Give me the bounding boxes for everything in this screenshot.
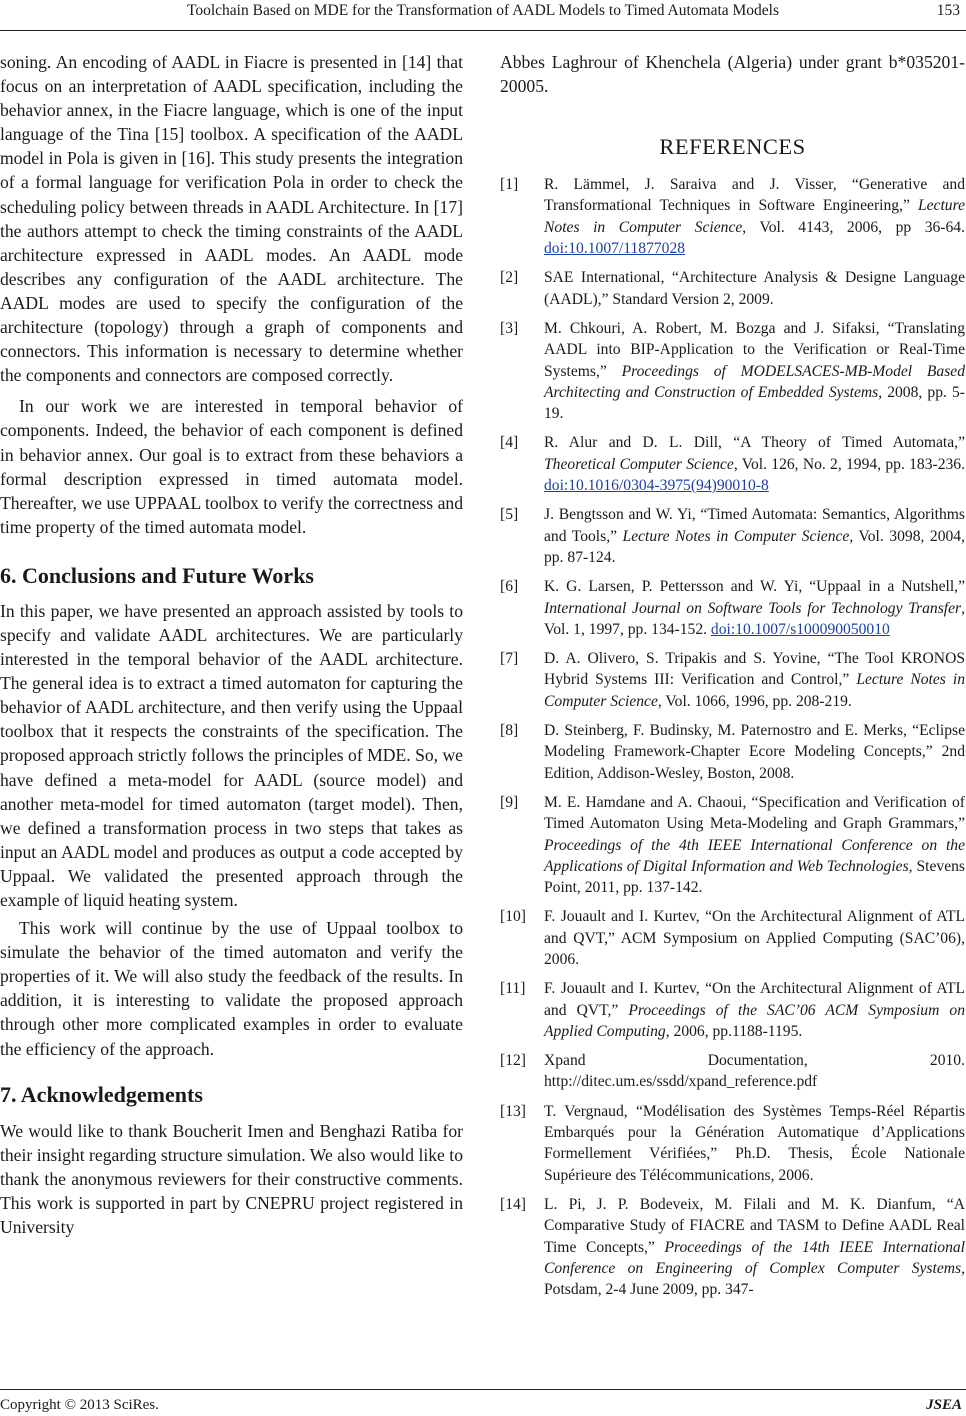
- reference-item: [500, 648, 965, 712]
- reference-number: [5]: [500, 506, 519, 524]
- doi-link[interactable]: doi:10.1016/0304-3975(94)90010-8: [544, 477, 769, 495]
- section-heading: 6. Conclusions and Future Works: [0, 562, 314, 588]
- reference-number: [10]: [500, 908, 526, 926]
- reference-text-part: SAE International, “Architecture Analysis & Designe Language (AADL),” Standard Version 2, 2009.: [544, 269, 965, 308]
- reference-text-part: , 2008, pp. 5-19.: [544, 383, 965, 423]
- reference-item: [500, 720, 965, 784]
- running-header: [0, 0, 966, 31]
- reference-text-part: M. E. Hamdane and A. Chaoui, “Specification and Verification of Timed Automaton Using Meta-Modeling and Graph Grammars,”: [544, 793, 965, 833]
- reference-text-part: , Vol. 4143, 2006, pp 36-64.: [742, 218, 965, 236]
- reference-number: [13]: [500, 1102, 526, 1120]
- reference-text-part: , Vol. 1, 1997, pp. 134-152.: [544, 599, 965, 638]
- reference-text: [544, 432, 965, 496]
- reference-list: [500, 174, 965, 1300]
- reference-source-title: Lecture Notes in Computer Science: [544, 671, 965, 710]
- reference-text-part: T. Vergnaud, “Modélisation des Systèmes Temps-Réel Répartis Embarqués pour la Génération Automatique d’Applications Formellement Vérifiées,” Ph.D. Thesis, École Nationale Supérieure des Télécommunications, 2006.: [544, 1102, 965, 1184]
- reference-text-part: , Stevens Point, 2011, pp. 137-142.: [544, 857, 965, 897]
- reference-number: [12]: [500, 1052, 526, 1070]
- paragraph: In our work we are interested in temporal behavior of components. Indeed, the behavior of each component is defined in behavior annex. Our goal is to extract from these behaviors a formal description expressed in timed automata model. Thereafter, we use UPPAAL toolbox to verify the correctness and time property of the timed automata model.: [0, 396, 463, 537]
- page-footer: [0, 1389, 966, 1414]
- reference-item: [500, 504, 965, 568]
- reference-text-part: , Vol. 126, No. 2, 1994, pp. 183-236.: [733, 455, 965, 473]
- left-column: [0, 50, 463, 1239]
- reference-text: [544, 318, 965, 424]
- right-column: [500, 50, 965, 1308]
- reference-text: [544, 1194, 965, 1300]
- reference-item: [500, 576, 965, 640]
- reference-source-title: Proceedings of the SAC’06 ACM Symposium on Applied Computing: [544, 1001, 965, 1040]
- reference-text: [544, 978, 965, 1042]
- reference-text: [544, 576, 965, 640]
- reference-number: [8]: [500, 722, 519, 740]
- reference-item: [500, 1194, 965, 1300]
- section-heading: 7. Acknowledgements: [0, 1081, 203, 1107]
- paragraph: We would like to thank Boucherit Imen and Benghazi Ratiba for their insight regarding structure simulation. We also would like to thank the anonymous reviewers for their constructive comments. This work is supported in part by CNEPRU project registered in University: [0, 1120, 463, 1238]
- reference-item: [500, 432, 965, 496]
- reference-text-part: K. G. Larsen, P. Pettersson and W. Yi, “Uppaal in a Nutshell,”: [544, 578, 965, 596]
- reference-text-part: J. Bengtsson and W. Yi, “Timed Automata: Semantics, Algorithms and Tools,”: [544, 506, 965, 545]
- reference-text: [544, 906, 965, 970]
- reference-source-title: Theoretical Computer Science: [544, 455, 734, 473]
- reference-number: [1]: [500, 176, 519, 194]
- copyright: Copyright © 2013 SciRes.: [0, 1397, 159, 1413]
- reference-number: [6]: [500, 578, 519, 596]
- running-title: Toolchain Based on MDE for the Transformation of AADL Models to Timed Automata Models: [186, 2, 780, 19]
- journal-abbrev: JSEA: [926, 1397, 962, 1413]
- reference-text-part: D. A. Olivero, S. Tripakis and S. Yovine, “The Tool KRONOS Hybrid Systems III: Verification and Control,”: [544, 650, 965, 689]
- reference-number: [7]: [500, 650, 519, 668]
- page-number: 153: [936, 2, 960, 19]
- paragraph: In this paper, we have presented an approach assisted by tools to specify and validate AADL architectures. We are particularly interested in the temporal behavior of the AADL architecture. The general idea is to extract a timed automaton for capturing the behavior of AADL architecture, and then verify using the Uppaal toolbox that it respects the constraints of the specification. The proposed approach strictly follows the principles of MDE. So, we have defined a meta-model for AADL (source model) and another meta-model for timed automaton (target model). Then, we defined a transformation process in two steps that takes as input an AADL model and produces as output a code accepted by Uppaal. We validated the presented approach through the example of liquid heating system.: [0, 600, 463, 910]
- reference-text-part: , Vol. 1066, 1996, pp. 208-219.: [657, 692, 852, 710]
- reference-item: [500, 1050, 965, 1093]
- reference-text-part: F. Jouault and I. Kurtev, “On the Architectural Alignment of ATL and QVT,” ACM Symposium on Applied Computing (SAC’06), 2006.: [544, 908, 965, 968]
- reference-item: [500, 1101, 965, 1186]
- reference-item: [500, 978, 965, 1042]
- reference-text-part: R. Lämmel, J. Saraiva and J. Visser, “Generative and Transformational Techniques in Software Engineering,”: [544, 176, 965, 215]
- reference-number: [9]: [500, 793, 519, 811]
- reference-item: [500, 174, 965, 259]
- doi-link[interactable]: doi:10.1007/s100090050010: [710, 620, 890, 638]
- reference-text-part: , 2006, pp.1188-1195.: [665, 1022, 803, 1040]
- reference-text-part: , Vol. 3098, 2004, pp. 87-124.: [544, 527, 966, 566]
- reference-text: [544, 792, 965, 898]
- doi-link[interactable]: doi:10.1007/11877028: [544, 240, 686, 258]
- reference-source-title: Lecture Notes in Computer Science: [544, 197, 965, 236]
- reference-text: [544, 267, 965, 310]
- reference-text-part: L. Pi, J. P. Bodeveix, M. Filali and M. K. Dianfum, “A Comparative Study of FIACRE and TASM to Define AADL Real Time Concepts,”: [544, 1195, 965, 1256]
- reference-number: [4]: [500, 434, 519, 452]
- reference-text: [544, 504, 965, 568]
- reference-number: [3]: [500, 319, 519, 337]
- reference-text-part: , Potsdam, 2-4 June 2009, pp. 347-: [544, 1259, 965, 1299]
- reference-text-part: F. Jouault and I. Kurtev, “On the Architectural Alignment of ATL and QVT,”: [544, 980, 965, 1019]
- paragraph: Abbes Laghrour of Khenchela (Algeria) under grant b*035201- 20005.: [500, 52, 965, 97]
- reference-text-part: M. Chkouri, A. Robert, M. Bozga and J. Sifaksi, “Translating AADL into BIP-Application to the Verification or Real-Time Systems,”: [544, 319, 965, 380]
- reference-text: [544, 174, 965, 259]
- reference-text-part: Xpand Documentation, 2010. http://ditec.um.es/ssdd/xpand_reference.pdf: [544, 1052, 965, 1091]
- reference-text: [544, 1101, 965, 1186]
- reference-text: [544, 1050, 965, 1093]
- reference-source-title: Proceedings of the 14th IEEE International Conference on Engineering of Complex Computer Systems: [544, 1238, 966, 1277]
- reference-number: [2]: [500, 269, 519, 287]
- references-heading: REFERENCES: [659, 134, 806, 160]
- reference-source-title: Proceedings of the 4th IEEE International Conference on the Applications of Digital Information and Web Technologies: [544, 836, 965, 875]
- reference-item: [500, 318, 965, 424]
- reference-text: [544, 720, 965, 784]
- reference-source-title: Lecture Notes in Computer Science: [622, 527, 850, 545]
- reference-item: [500, 267, 965, 310]
- reference-text: [544, 648, 965, 712]
- reference-source-title: International Journal on Software Tools for Technology Transfer: [544, 599, 962, 617]
- reference-source-title: Proceedings of MODELSACES-MB-Model Based Architecting and Construction of Embedded Systems: [544, 362, 966, 401]
- reference-text-part: R. Alur and D. L. Dill, “A Theory of Timed Automata,”: [544, 434, 965, 452]
- reference-number: [14]: [500, 1195, 526, 1213]
- reference-item: [500, 792, 965, 898]
- reference-number: [11]: [500, 980, 526, 998]
- paragraph: soning. An encoding of AADL in Fiacre is presented in [14] that focus on an interpretation of AADL specification, including the behavior annex, in the Fiacre language, which is one of the input language of the Tina [15] toolbox. A specification of the AADL model in Pola is given in [16]. This study presents the integration of a formal language for verification Pola in order to check the scheduling policy between threads in AADL Architecture. In [17] the authors attempt to check the timing constraints of the AADL architecture expressed in AADL modes. An AADL mode describes any configuration of the AADL architecture. The AADL modes are used to specify the configuration of the architecture (topology) through a graph of components and connectors. This information is necessary to determine whether the components and connectors are composed correctly.: [0, 52, 463, 386]
- reference-item: [500, 906, 965, 970]
- paragraph: This work will continue by the use of Uppaal toolbox to simulate the behavior of the timed automaton and verify the properties of it. We will also study the feedback of the results. In addition, it is interesting to validate the proposed approach through other more complicated examples in order to evaluate the efficiency of the approach.: [0, 918, 463, 1059]
- reference-text-part: D. Steinberg, F. Budinsky, M. Paternostro and E. Merks, “Eclipse Modeling Framework-Chapter Ecore Modeling Concepts,” 2nd Edition, Addison-Wesley, Boston, 2008.: [544, 722, 965, 782]
